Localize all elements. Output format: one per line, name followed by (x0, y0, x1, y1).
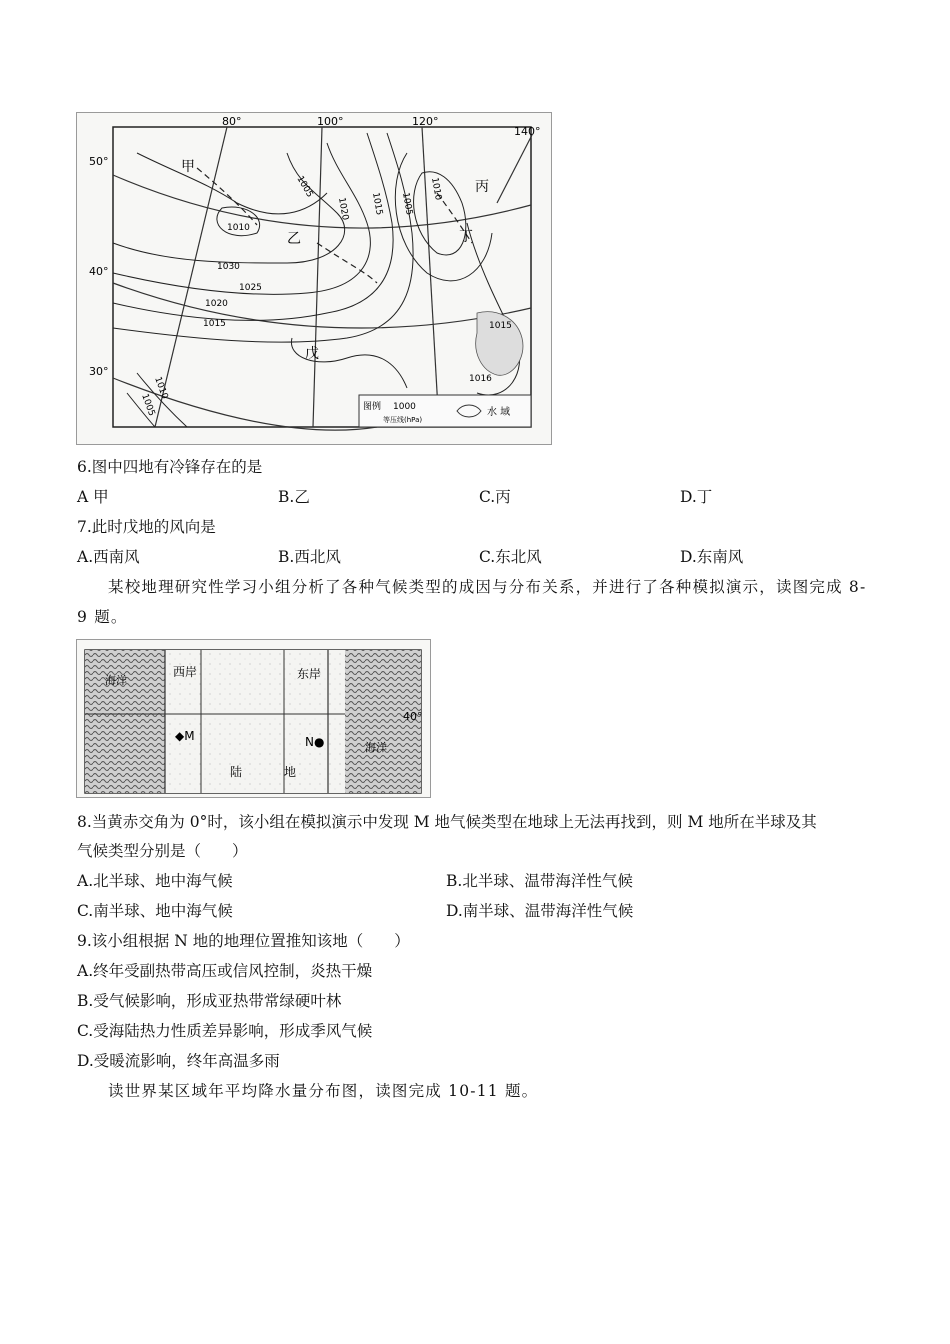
land-label-2: 地 (284, 765, 297, 779)
isobar-label: 1020 (205, 299, 228, 309)
q6-option-d: D.丁 (680, 488, 713, 506)
legend-isobar-note: 等压线(hPa) (383, 416, 423, 424)
q6-option-b: B.乙 (278, 488, 310, 506)
q8-stem-line1: 8.当黄赤交角为 0°时，该小组在模拟演示中发现 M 地气候类型在地球上无法再找到，则 M 地所在半球及其 (77, 813, 817, 831)
intro-10-11: 读世界某区域年平均降水量分布图，读图完成 10-11 题。 (108, 1082, 539, 1100)
isobar-map-figure (76, 112, 552, 445)
isobar-label: 1005 (400, 191, 414, 217)
legend-water-label: 水 域 (487, 407, 511, 418)
point-n-label: N● (305, 735, 325, 749)
isobar-label: 1030 (217, 262, 240, 272)
place-jia: 甲 (181, 159, 195, 175)
q7-option-a: A.西南风 (77, 548, 140, 566)
parallel-50 (113, 175, 531, 228)
q8-option-a: A.北半球、地中海气候 (77, 872, 233, 890)
place-bing: 丙 (475, 179, 489, 195)
meridian-140 (497, 135, 532, 203)
lon-label-120: 120° (412, 115, 439, 128)
ocean-right-label: 海洋 (365, 741, 387, 754)
climate-model-diagram (77, 640, 430, 797)
isobar-label: 1005 (139, 392, 157, 418)
meridian-100 (313, 127, 322, 427)
land-label-1: 陆 (230, 765, 243, 779)
isobar-label: 1010 (227, 223, 250, 233)
q9-stem: 9.该小组根据 N 地的地理位置推知该地（ ） (77, 932, 410, 950)
q7-option-c: C.东北风 (479, 548, 542, 566)
q6-option-a: A 甲 (77, 488, 109, 506)
q9-option-c: C.受海陆热力性质差异影响，形成季风气候 (77, 1022, 373, 1040)
legend-title: 图例 (363, 402, 382, 412)
isobar-map (77, 113, 551, 444)
lat-label-40: 40° (89, 265, 109, 278)
isobar-label: 1005 (294, 174, 315, 200)
point-m-label: ◆M (175, 729, 195, 743)
isobar-label: 1020 (336, 196, 350, 222)
q8-option-b: B.北半球、温带海洋性气候 (446, 872, 633, 890)
place-wu: 戊 (305, 346, 319, 362)
front-line-yi (317, 243, 377, 283)
q7-stem: 7.此时戊地的风向是 (77, 518, 216, 536)
q7-option-d: D.东南风 (680, 548, 744, 566)
isobar (113, 133, 413, 342)
isobar-label: 1015 (203, 319, 226, 329)
q8-option-c: C.南半球、地中海气候 (77, 902, 233, 920)
q8-stem-line2: 气候类型分别是（ ） (77, 842, 248, 860)
q9-option-d: D.受暖流影响，终年高温多雨 (77, 1052, 280, 1070)
place-yi: 乙 (287, 231, 301, 247)
isobar-label: 1025 (239, 283, 262, 293)
q6-option-c: C.丙 (479, 488, 511, 506)
lon-label-140: 140° (514, 125, 541, 138)
isobar-label: 1010 (429, 176, 443, 202)
west-coast-label: 西岸 (173, 665, 198, 679)
lat-label-50: 50° (89, 155, 109, 168)
intro-8-9: 某校地理研究性学习小组分析了各种气候类型的成因与分布关系，并进行了各种模拟演示，读图完成 8-9 题。 (77, 578, 867, 626)
parallel-40 (113, 283, 531, 328)
ocean-left-label: 海洋 (105, 674, 127, 687)
isobar-label: 1015 (370, 191, 384, 217)
east-coast-label: 东岸 (297, 667, 322, 681)
lon-label-100: 100° (317, 115, 344, 128)
q7-option-b: B.西北风 (278, 548, 341, 566)
legend-isobar-value: 1000 (393, 402, 416, 412)
isobar-label: 1010 (152, 375, 170, 401)
q9-option-b: B.受气候影响，形成亚热带常绿硬叶林 (77, 992, 342, 1010)
lon-label-80: 80° (222, 115, 242, 128)
lat-40-label: 40° (403, 710, 423, 723)
isobar-label: 1015 (489, 321, 512, 331)
isobar (113, 153, 345, 263)
climate-model-figure (76, 639, 431, 798)
place-ding: 丁 (459, 229, 473, 245)
q6-stem: 6.图中四地有冷锋存在的是 (77, 458, 263, 476)
lat-label-30: 30° (89, 365, 109, 378)
ocean-left-area (85, 650, 165, 793)
q8-option-d: D.南半球、温带海洋性气候 (446, 902, 634, 920)
q9-option-a: A.终年受副热带高压或信风控制，炎热干燥 (77, 962, 373, 980)
isobar-label: 1016 (469, 374, 492, 384)
isobar (113, 143, 370, 294)
